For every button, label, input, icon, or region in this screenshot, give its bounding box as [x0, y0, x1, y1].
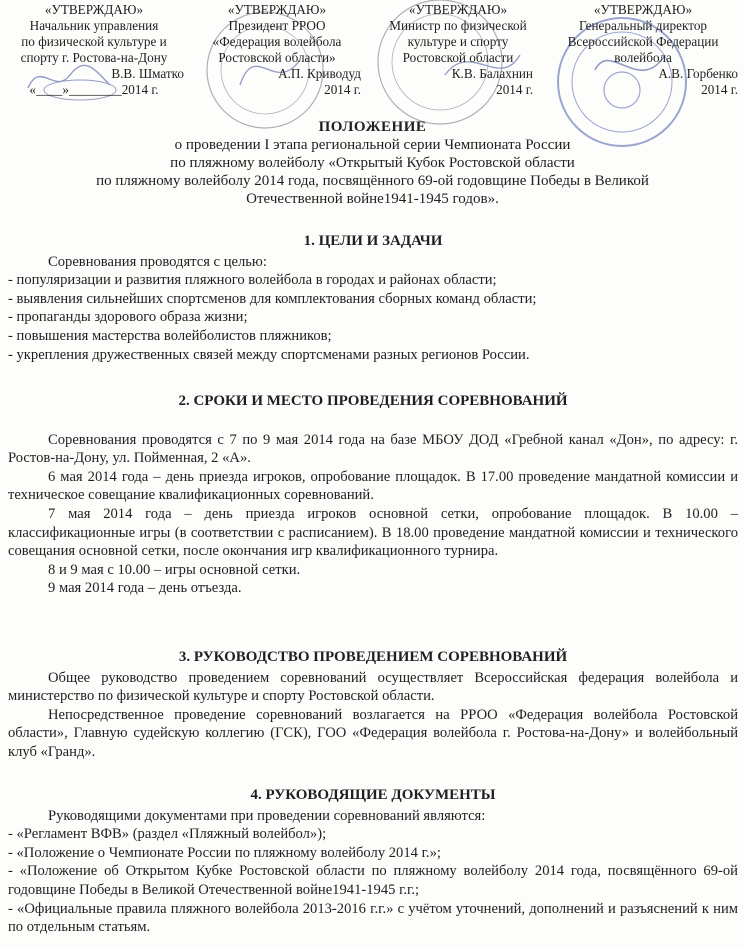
title-line: по пляжному волейболу 2014 года, посвящённого 69-ой годовщине Победы в Великой — [96, 173, 649, 189]
paragraph: 8 и 9 мая с 10.00 – игры основной сетки. — [48, 561, 301, 578]
paragraph: 9 мая 2014 года – день отъезда. — [48, 580, 242, 597]
list-item: - повышения мастерства волейболистов пляжников; — [8, 327, 332, 344]
paragraph: Общее руководство проведением соревнований осуществляет Всероссийская федерация волейбола и министерство по физической культуре и спорту Ростовской области. — [8, 669, 738, 705]
approval-heading: «УТВЕРЖДАЮ» — [44, 2, 144, 17]
approval-line: Генеральный директор — [578, 18, 708, 33]
approval-line: Всероссийской Федерации — [567, 34, 719, 49]
paragraph: 7 мая 2014 года – день приезда игроков основной сетки, опробование площадок. В 10.00 – классификационные игры (в соответствии с расписанием). В 18.00 проведение мандатной комиссии и технического совещания основной сетки, после окончания игр квалификационного турнира. — [8, 505, 738, 560]
approval-line: Начальник управления — [29, 18, 159, 33]
approval-line: культуре и спорту — [407, 34, 509, 49]
approval-line: по физической культуре и — [21, 34, 167, 49]
list-item: - «Положение о Чемпионате России по пляжному волейболу 2014 г.»; — [8, 844, 441, 861]
section-intro: Руководящими документами при проведении соревнований являются: — [48, 807, 486, 824]
paragraph: Непосредственное проведение соревнований возлагается на РРОО «Федерация волейбола Ростовской области», Главную судейскую коллегию (ГСК), ГОО «Федерация волейбола г. Ростова-на-Дону» и волейбольный клуб «Гранд». — [8, 706, 738, 760]
list-item: - пропаганды здорового образа жизни; — [8, 309, 248, 326]
section-heading: 2. СРОКИ И МЕСТО ПРОВЕДЕНИЯ СОРЕВНОВАНИЙ — [178, 393, 568, 409]
approval-heading: «УТВЕРЖДАЮ» — [227, 2, 327, 17]
list-item: - «Регламент ВФВ» (раздел «Пляжный волейбол»); — [8, 826, 327, 843]
list-item: - «Положение об Открытом Кубке Ростовской области по пляжному волейболу 2014 года, посвящённого 69-ой годовщине Победы в Великой Отечественной войне1941-1945 г.г.; — [8, 863, 738, 898]
approval-line: Министр по физической — [389, 18, 527, 33]
approval-blocks — [0, 2, 745, 102]
approval-signature: К.В. Балахнин — [451, 66, 533, 81]
approval-heading: «УТВЕРЖДАЮ» — [593, 2, 693, 17]
approval-date: 2014 г. — [496, 82, 533, 97]
list-item: - популяризации и развития пляжного волейбола в городах и районах области; — [8, 272, 497, 289]
approval-date: «____»________2014 г. — [29, 82, 159, 97]
section-management — [8, 648, 738, 762]
approval-block-sports-ministry — [383, 2, 533, 98]
approval-signature: А.П. Криводуд — [278, 66, 361, 81]
approval-date: 2014 г. — [324, 82, 361, 97]
approval-block-volleyball-federation-region — [193, 2, 361, 98]
approval-date: 2014 г. — [701, 82, 738, 97]
section-dates-venue — [8, 392, 738, 598]
list-item: - «Официальные правила пляжного волейбола 2013-2016 г.г.» с учётом уточнений, дополнений и разъяснений к ним по отдельным статьям. — [8, 900, 738, 936]
title-line: о проведении I этапа региональной серии Чемпионата России — [174, 137, 571, 153]
approval-block-national-federation — [548, 2, 738, 98]
document-title — [0, 118, 745, 208]
section-documents — [8, 786, 738, 937]
paragraph: Соревнования проводятся с 7 по 9 мая 2014 года на базе МБОУ ДОД «Гребной канал «Дон», по адресу: г. Ростов-на-Дону, ул. Пойменная, 2 «А». — [8, 431, 738, 467]
section-heading: 1. ЦЕЛИ И ЗАДАЧИ — [303, 233, 443, 249]
approval-signature: В.В. Шматко — [111, 66, 184, 81]
approval-line: Ростовской области» — [218, 50, 336, 65]
list-item: - выявления сильнейших спортсменов для комплектования сборных команд области; — [8, 290, 537, 307]
title-line: по пляжному волейболу «Открытый Кубок Ростовской области — [170, 155, 575, 171]
section-heading: 4. РУКОВОДЯЩИЕ ДОКУМЕНТЫ — [250, 787, 496, 803]
section-heading: 3. РУКОВОДСТВО ПРОВЕДЕНИЕМ СОРЕВНОВАНИЙ — [178, 649, 568, 665]
paragraph: 6 мая 2014 года – день приезда игроков, опробование площадок. В 17.00 проведение мандатной комиссии и техническое совещание квалификационных соревнований. — [8, 468, 738, 504]
list-item: - укрепления дружественных связей между спортсменами разных регионов России. — [8, 346, 530, 363]
approval-line: Ростовской области — [402, 50, 514, 65]
approval-heading: «УТВЕРЖДАЮ» — [408, 2, 508, 17]
approval-line: спорту г. Ростова-на-Дону — [20, 50, 168, 65]
title-main: ПОЛОЖЕНИЕ — [318, 119, 427, 135]
title-line: Отечественной войне1941-1945 годов». — [246, 191, 499, 207]
approval-line: «Федерация волейбола — [212, 34, 342, 49]
approval-line: Президент РРОО — [228, 18, 326, 33]
approval-line: волейбола — [614, 50, 672, 65]
approval-signature: А.В. Горбенко — [658, 66, 738, 81]
section-intro: Соревнования проводятся с целью: — [48, 253, 267, 270]
approval-block-sports-department — [4, 2, 184, 98]
section-goals — [8, 232, 738, 364]
